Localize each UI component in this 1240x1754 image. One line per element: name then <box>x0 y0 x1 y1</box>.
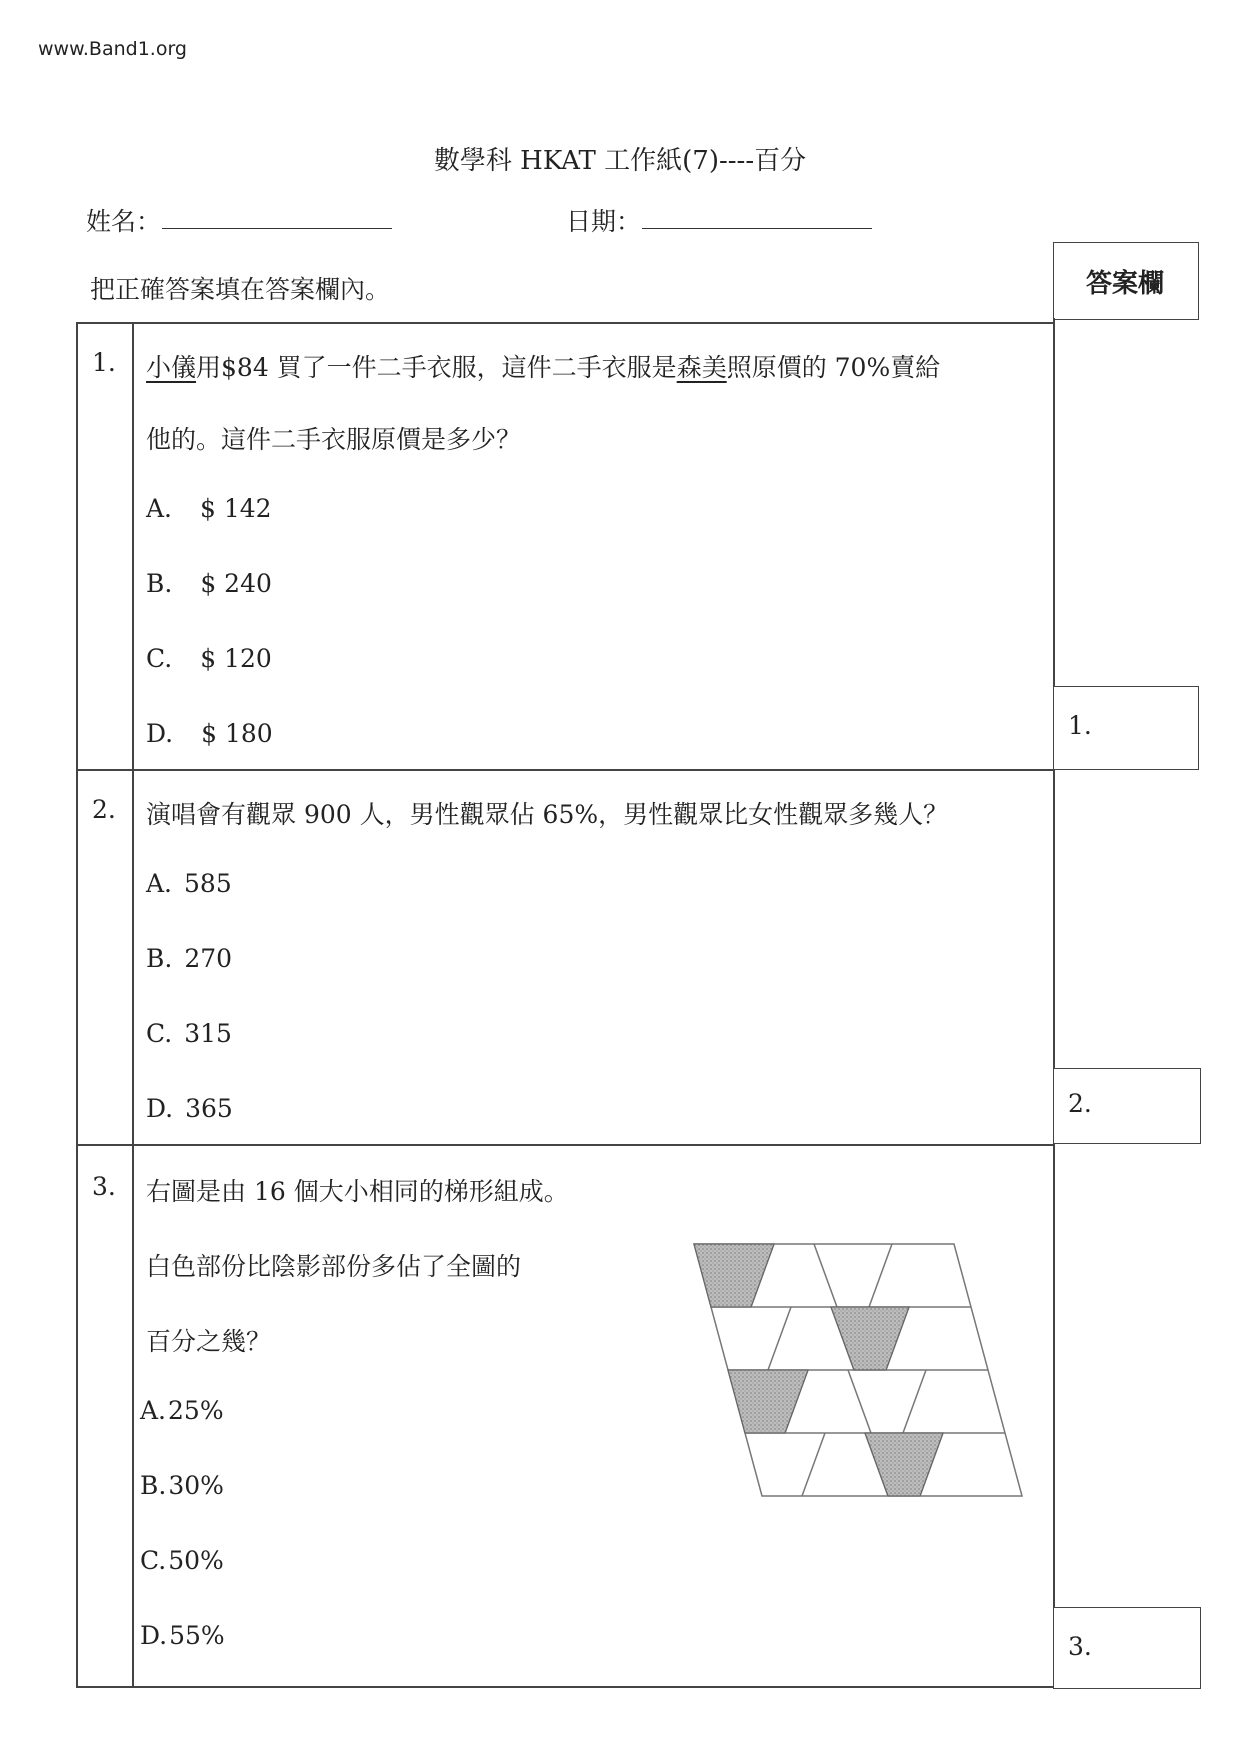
figure-edge <box>768 1307 791 1370</box>
question-1-line-2: 他的。這件二手衣服原價是多少？ <box>146 425 522 454</box>
name-field[interactable] <box>162 228 392 229</box>
person-name-1: 小儀 <box>146 353 197 382</box>
worksheet-title: 數學科 HKAT 工作紙(7)----百分 <box>433 146 807 176</box>
shaded-trapezoid-1 <box>694 1244 774 1307</box>
figure-edge <box>802 1433 825 1496</box>
name-label: 姓名： <box>86 207 162 236</box>
date-field[interactable] <box>642 228 872 229</box>
figure-edge <box>903 1370 926 1433</box>
question-1-text-a: 用$84 買了一件二手衣服，這件二手衣服是 <box>196 353 677 382</box>
question-1-option-a: A. $ 142 <box>146 494 272 523</box>
shaded-trapezoid-4 <box>865 1433 943 1496</box>
number-column-divider <box>132 322 134 1687</box>
person-name-2: 森美 <box>676 353 727 382</box>
question-3-option-a: A.25% <box>140 1396 224 1425</box>
question-1-option-c: C. $ 120 <box>146 644 272 673</box>
answer-box-1[interactable] <box>1053 686 1199 770</box>
question-1-number: 1. <box>92 348 116 377</box>
question-1-line-1 <box>146 348 940 384</box>
row-divider-1 <box>76 769 1054 771</box>
answer-box-3[interactable] <box>1053 1607 1201 1689</box>
question-3-line-2: 白色部份比陰影部份多佔了全圖的 <box>146 1252 522 1281</box>
figure-edge <box>814 1244 837 1307</box>
answer-box-3-label: 3. <box>1068 1632 1092 1661</box>
answer-box-1-label: 1. <box>1068 711 1092 740</box>
answer-header-text: 答案欄 <box>1086 269 1165 299</box>
question-2-option-a: A. 585 <box>146 869 232 898</box>
question-1-option-b: B. $ 240 <box>146 569 272 598</box>
question-3-option-d: D.55% <box>140 1621 225 1650</box>
answer-box-2-label: 2. <box>1068 1089 1092 1118</box>
question-2-line-1: 演唱會有觀眾 900 人，男性觀眾佔 65%，男性觀眾比女性觀眾多幾人？ <box>146 800 949 829</box>
trapezoid-figure <box>690 1240 1026 1502</box>
question-3-option-b: B.30% <box>140 1471 224 1500</box>
table-top-border <box>76 322 1054 324</box>
question-3-line-3: 百分之幾？ <box>146 1327 272 1356</box>
answer-box-2[interactable] <box>1053 1068 1201 1144</box>
question-1-option-d: D. $ 180 <box>146 719 273 748</box>
question-3-option-c: C.50% <box>140 1546 224 1575</box>
question-1-text-b: 照原價的 70%賣給 <box>726 353 941 382</box>
question-3-number: 3. <box>92 1172 116 1201</box>
instruction: 把正確答案填在答案欄內。 <box>90 275 391 304</box>
question-3-line-1: 右圖是由 16 個大小相同的梯形組成。 <box>146 1177 569 1206</box>
question-2-option-b: B. 270 <box>146 944 233 973</box>
site-url: www.Band1.org <box>38 38 187 60</box>
figure-edge <box>848 1370 871 1433</box>
table-bottom-border <box>76 1686 1054 1688</box>
shaded-trapezoid-2 <box>831 1307 909 1370</box>
answer-column-header <box>1053 242 1199 320</box>
row-divider-2 <box>76 1144 1054 1146</box>
answer-column-divider <box>1053 318 1055 1687</box>
table-left-border <box>76 322 78 1687</box>
question-2-option-c: C. 315 <box>146 1019 232 1048</box>
question-2-number: 2. <box>92 795 116 824</box>
figure-edge <box>869 1244 892 1307</box>
question-2-option-d: D. 365 <box>146 1094 233 1123</box>
date-label: 日期： <box>566 207 642 236</box>
shaded-trapezoid-3 <box>728 1370 808 1433</box>
